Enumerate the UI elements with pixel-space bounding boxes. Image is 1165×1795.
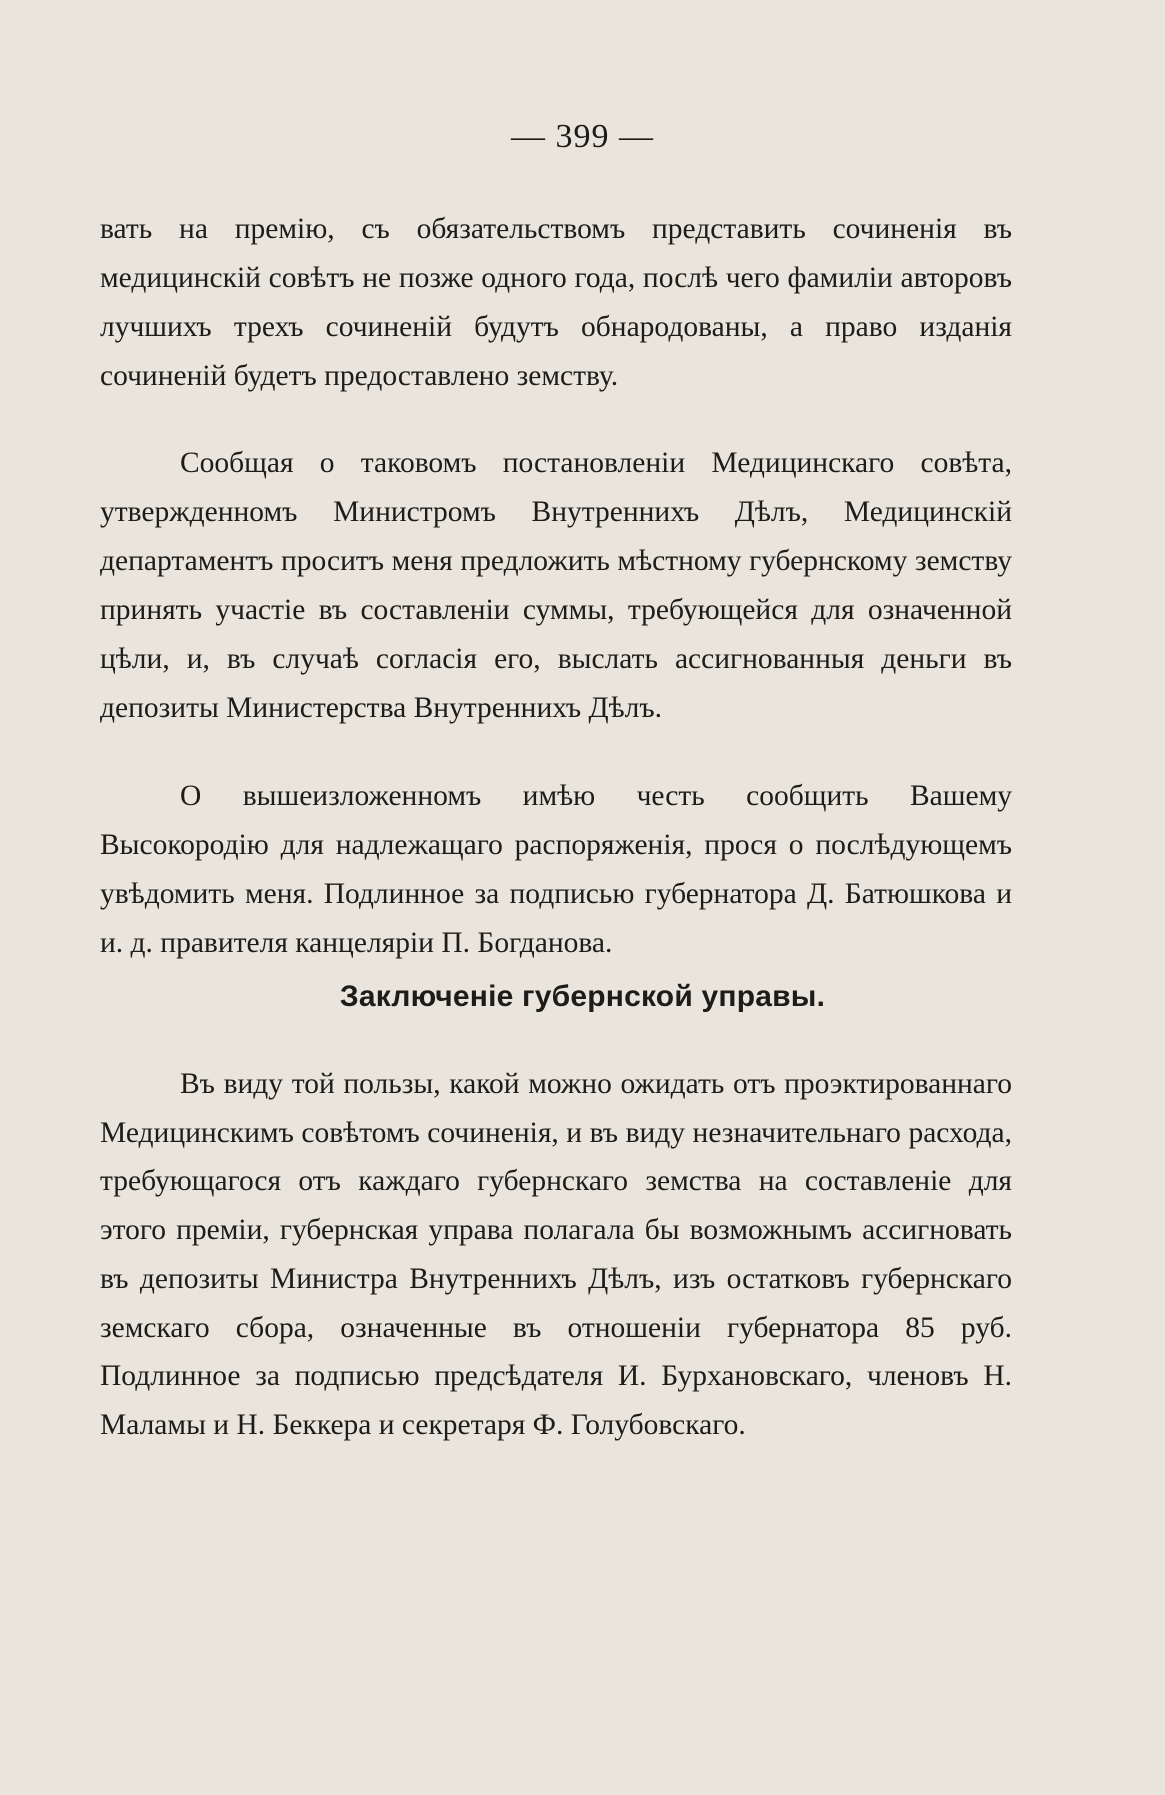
paragraph-conclusion: Въ виду той пользы, какой можно ожидать отъ проэктированнаго Медицинскимъ совѣтомъ сочиненія, и въ виду незначительнаго расхода, требующагося отъ каждаго губернскаго земства на составленіе для этого преміи, губернская управа полагала бы возможнымъ ассигновать въ депозиты Министра Внутреннихъ Дѣлъ, изъ остатковъ губернскаго земскаго сбора, означенные въ отношеніи губернатора 85 руб. Подлинное за подписью предсѣдателя И. Бурхановскаго, членовъ Н. Маламы и Н. Беккера и секретаря Ф. Голубовскаго. <box>100 1068 1012 1441</box>
paragraph-continuation: вать на премію, съ обязательствомъ представить сочиненія въ медицинскій совѣтъ не позже одного года, послѣ чего фамиліи авторовъ лучшихъ трехъ сочиненій будутъ обнародованы, а право изданія сочиненій будетъ предоставлено земству. <box>100 213 1012 392</box>
section-heading: Заключеніе губернской управы. <box>339 980 826 1013</box>
page-number: — 399 — <box>511 118 654 155</box>
paragraph-medical-council: Сообщая о таковомъ постановленіи Медицинскаго совѣта, утвержденномъ Министромъ Внутреннихъ Дѣлъ, Медицинскій департаментъ проситъ меня предложить мѣстному губернскому земству принять участіе въ составленіи суммы, требующейся для означенной цѣли, и, въ случаѣ согласія его, выслать ассигнованныя деньги въ депозиты Министерства Внутреннихъ Дѣлъ. <box>100 447 1012 724</box>
paragraph-notification: О вышеизложенномъ имѣю честь сообщить Вашему Высокородію для надлежащаго распоряженія, прося о послѣдующемъ увѣдомить меня. Подлинное за подписью губернатора Д. Батюшкова и и. д. правителя канцеляріи П. Богданова. <box>100 780 1012 959</box>
